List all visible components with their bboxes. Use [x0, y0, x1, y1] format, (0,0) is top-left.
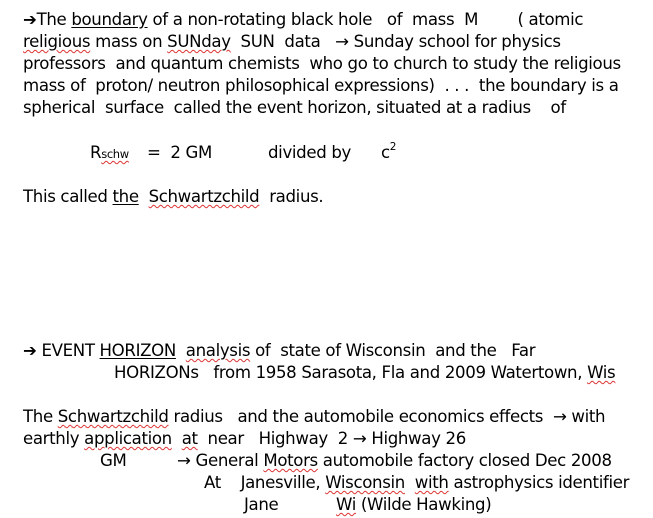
formula-eq: = 2 GM [147, 143, 213, 162]
text: (Wilde Hawking) [355, 495, 492, 514]
text: EVENT [36, 341, 100, 360]
text: HORIZON [99, 341, 176, 360]
p1-line-3: professors and quantum chemists who go to church to study the religious [23, 54, 621, 73]
right-arrow-icon: ➔ [23, 10, 37, 29]
text [139, 187, 149, 206]
text: SUNday [167, 32, 231, 51]
formula-div: divided by [268, 143, 351, 162]
text: earthly [23, 429, 85, 448]
text: Wi [336, 495, 356, 514]
text: 2 [389, 141, 397, 153]
text: SUN data → Sunday school for physics [230, 32, 561, 51]
text: mass on [90, 32, 168, 51]
formula-c [381, 142, 396, 166]
p4-line-2 [23, 428, 466, 450]
formula-r [90, 142, 129, 165]
text [176, 341, 186, 360]
text: religious [23, 32, 91, 51]
text: near Highway 2 → Highway 26 [197, 429, 466, 448]
right-arrow-icon: ➔ [23, 341, 37, 360]
text: Schwartzchild [57, 407, 169, 426]
p1-line-2 [23, 31, 561, 53]
p4-line-4 [204, 472, 629, 494]
text: Wis [587, 363, 616, 382]
text: c [381, 143, 390, 162]
p1-line-4: mass of proton/ neutron philosophical expressions) . . . the boundary is a [23, 76, 619, 95]
text: At Janesville, [204, 473, 326, 492]
text: analysis [185, 341, 251, 360]
p2-line [23, 186, 323, 208]
text: at [181, 429, 198, 448]
text: radius. [259, 187, 324, 206]
text: application [84, 429, 172, 448]
text: Schwartzchild [148, 187, 260, 206]
text: automobile factory closed Dec 2008 [317, 451, 612, 470]
p4-line-5a: Jane [244, 495, 279, 514]
text: schw [101, 147, 129, 161]
text: of state of Wisconsin and the Far [250, 341, 536, 360]
text: the [112, 187, 139, 206]
p4-line-3a: GM [100, 451, 127, 470]
text: of a non-rotating black hole of mass M ( atomic [147, 10, 584, 29]
text: HORIZONs from 1958 Sarasota, Fla and 2009 Watertown, [114, 363, 588, 382]
text: Wisconsin [325, 473, 405, 492]
p1-line-1 [23, 9, 583, 31]
text: with [414, 473, 449, 492]
text [405, 473, 415, 492]
text: boundary [71, 10, 148, 29]
text: The [23, 407, 58, 426]
p3-line-1 [23, 340, 535, 362]
p4-line-3b [177, 450, 612, 472]
text: This called [23, 187, 113, 206]
text: Motors [263, 451, 318, 470]
text: radius and the automobile economics effects → with [168, 407, 606, 426]
p4-line-5b [336, 494, 491, 516]
text: The [36, 10, 72, 29]
text: R [90, 143, 102, 162]
p1-line-5: spherical surface called the event horizon, situated at a radius of [23, 98, 566, 117]
p3-line-2 [114, 362, 615, 384]
p4-line-1 [23, 406, 605, 428]
text: → General [177, 451, 264, 470]
text [172, 429, 182, 448]
text: astrophysics identifier [448, 473, 630, 492]
